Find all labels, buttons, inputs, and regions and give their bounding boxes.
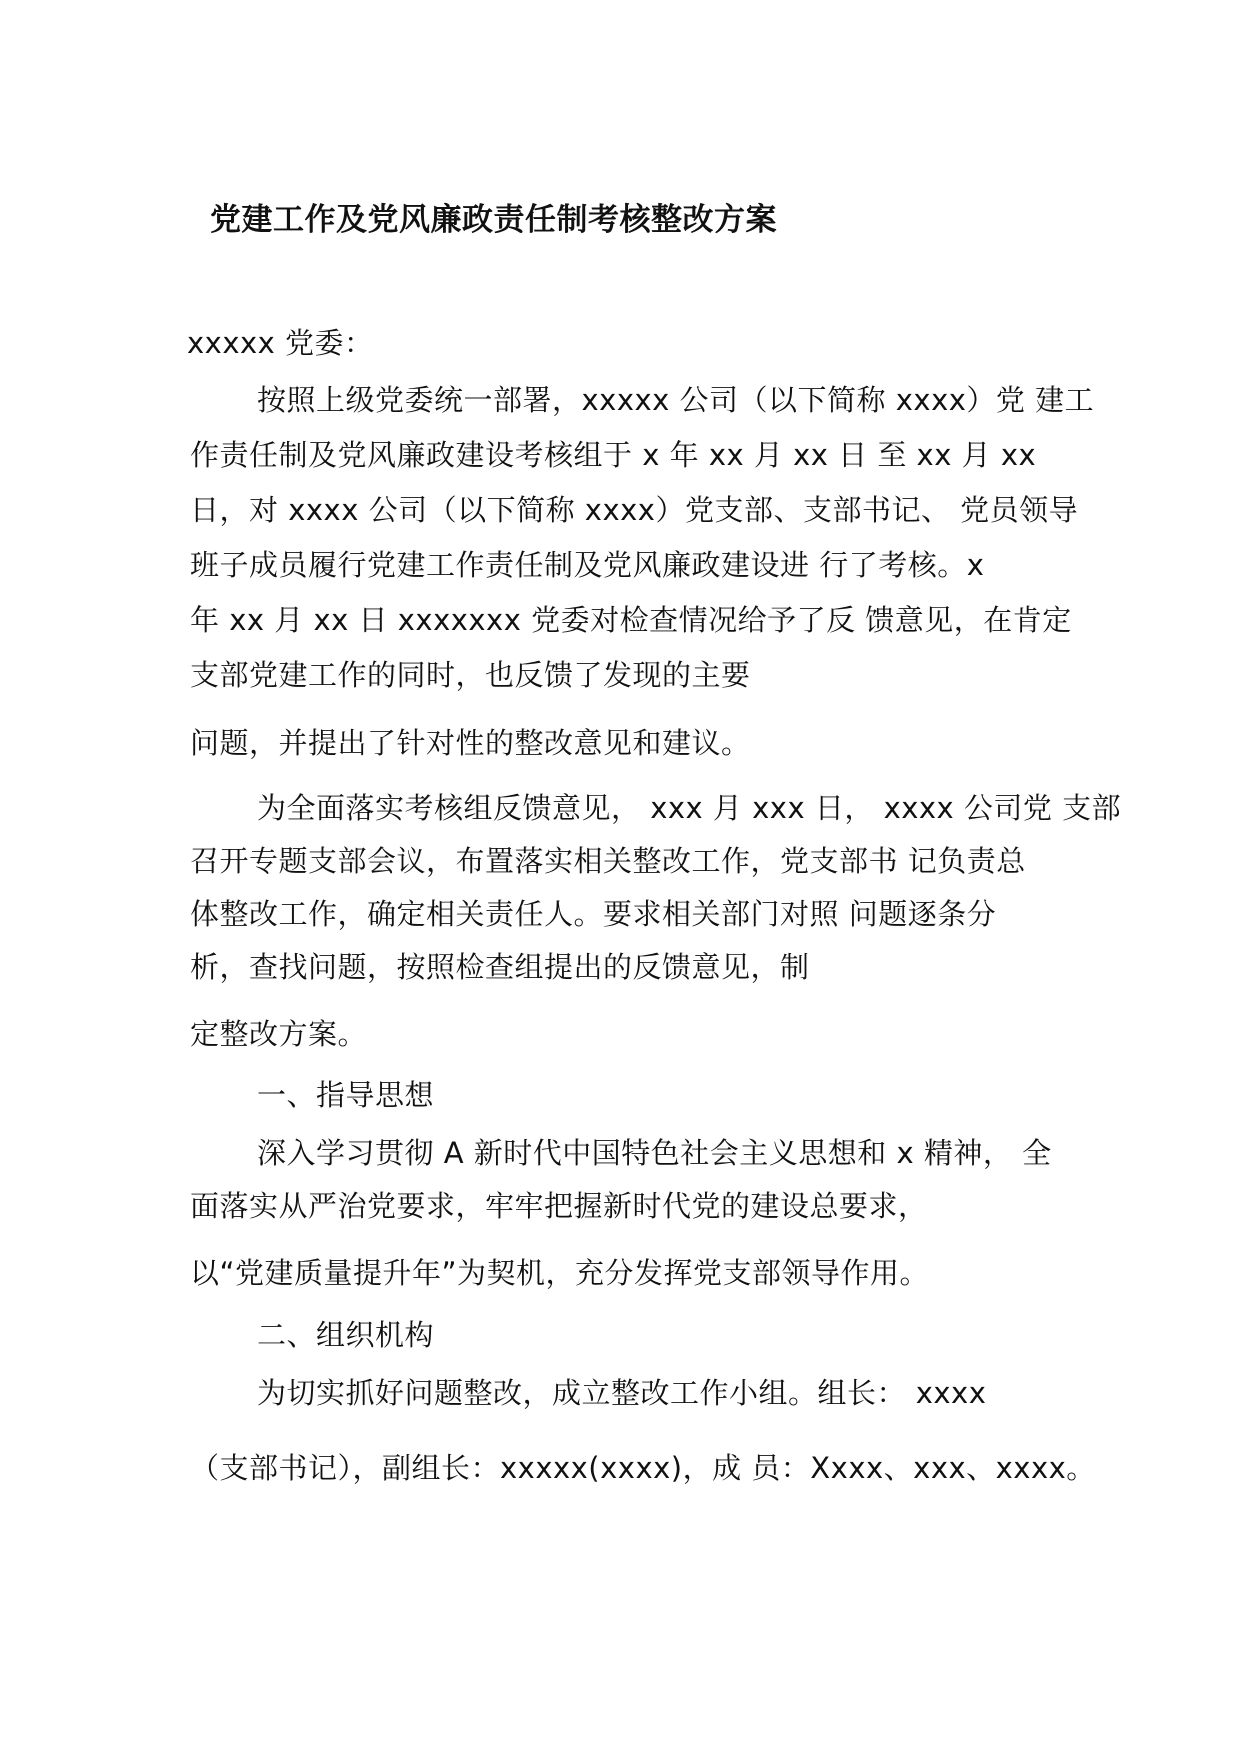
paragraph-line-2: 作责任制及党风廉政建设考核组于 x 年 xx 月 xx 日 至 xx 月 xx (190, 438, 1037, 472)
paragraph-line-11: 析，查找问题，按照检查组提出的反馈意见，制 (190, 950, 810, 984)
paragraph-line-7: 问题，并提出了针对性的整改意见和建议。 (190, 726, 751, 760)
paragraph-line-6: 支部党建工作的同时，也反馈了发现的主要 (190, 658, 751, 692)
paragraph-line-8: 为全面落实考核组反馈意见， xxx 月 xxx 日， xxxx 公司党 支部 (257, 791, 1122, 825)
paragraph-line-1: 按照上级党委统一部署，xxxxx 公司（以下简称 xxxx）党 建工 (257, 383, 1095, 417)
paragraph-line-17: （支部书记），副组长：xxxxx(xxxx)，成 员：Xxxx、xxx、xxxx。 (190, 1451, 1096, 1485)
paragraph-line-10: 体整改工作，确定相关责任人。要求相关部门对照 问题逐条分 (190, 897, 997, 931)
paragraph-line-15: 以“党建质量提升年”为契机，充分发挥党支部领导作用。 (190, 1256, 930, 1290)
paragraph-line-13: 深入学习贯彻 A 新时代中国特色社会主义思想和 x 精神， 全 (257, 1136, 1052, 1170)
paragraph-line-3: 日，对 xxxx 公司（以下简称 xxxx）党支部、支部书记、 党员领导 (190, 493, 1079, 527)
paragraph-line-16: 为切实抓好问题整改，成立整改工作小组。组长： xxxx (257, 1376, 987, 1410)
paragraph-line-4: 班子成员履行党建工作责任制及党风廉政建设进 行了考核。x (190, 548, 985, 582)
section-heading-1: 一、指导思想 (257, 1078, 435, 1112)
paragraph-line-14: 面落实从严治党要求，牢牢把握新时代党的建设总要求， (190, 1189, 928, 1223)
paragraph-line-9: 召开专题支部会议，布置落实相关整改工作，党支部书 记负责总 (190, 844, 1026, 878)
salutation: xxxxx 党委： (187, 326, 374, 360)
section-heading-2: 二、组织机构 (257, 1318, 435, 1352)
paragraph-line-12: 定整改方案。 (190, 1017, 368, 1051)
paragraph-line-5: 年 xx 月 xx 日 xxxxxxx 党委对检查情况给予了反 馈意见，在肯定 (190, 603, 1072, 637)
document-title: 党建工作及党风廉政责任制考核整改方案 (210, 202, 777, 238)
